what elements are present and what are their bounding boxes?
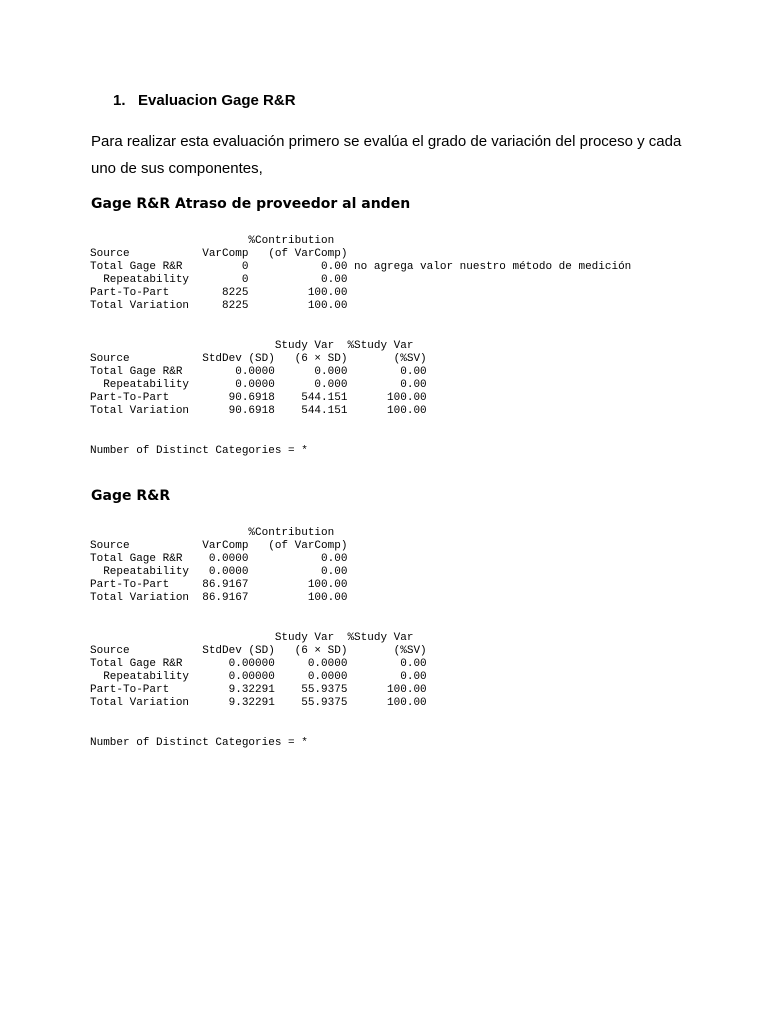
table-line: Total Variation 9.32291 55.9375 100.00 [90,697,427,709]
table-line: Source StdDev (SD) (6 × SD) (%SV) [90,353,427,365]
section1-distinct-categories [90,445,308,458]
intro-line-2: uno de sus componentes, [91,160,263,177]
table-line: Total Gage R&R 0.00000 0.0000 0.00 [90,658,427,670]
table-line: Source VarComp (of VarComp) [90,540,348,552]
intro-paragraph [91,128,691,182]
table-line: Source StdDev (SD) (6 × SD) (%SV) [90,645,427,657]
table-line: Part-To-Part 9.32291 55.9375 100.00 [90,684,427,696]
table-line: Repeatability 0.00000 0.0000 0.00 [90,671,427,683]
table-line: Total Variation 86.9167 100.00 [90,592,348,604]
table-line: Part-To-Part 90.6918 544.151 100.00 [90,392,427,404]
table-line: Repeatability 0.0000 0.000 0.00 [90,379,427,391]
distinct-categories-text: Number of Distinct Categories = * [90,445,308,457]
table-line: Total Variation 90.6918 544.151 100.00 [90,405,427,417]
table-line: Total Variation 8225 100.00 [90,300,348,312]
section1-studyvar-table [90,340,427,418]
distinct-categories-text: Number of Distinct Categories = * [90,737,308,749]
table-line: Total Gage R&R 0.0000 0.00 [90,553,348,565]
table-line: Total Gage R&R 0 0.00 no agrega valor nuestro método de medición [90,261,632,273]
table-line: Source VarComp (of VarComp) [90,248,348,260]
section2-varcomp-table [90,527,347,605]
table-line: Study Var %Study Var [90,340,414,352]
table-line: %Contribution [90,527,335,539]
intro-line-1: Para realizar esta evaluación primero se evalúa el grado de variación del proceso y cada [91,133,682,150]
section2-distinct-categories [90,737,308,750]
table-line: %Contribution [90,235,335,247]
section2-title: Gage R&R [91,488,171,504]
section1-title: Gage R&R Atraso de proveedor al anden [91,196,411,212]
section1-varcomp-table [90,235,631,313]
table-line: Study Var %Study Var [90,632,414,644]
section2-studyvar-table [90,632,427,710]
table-line: Repeatability 0 0.00 [90,274,348,286]
table-line: Repeatability 0.0000 0.00 [90,566,348,578]
section-heading: 1. Evaluacion Gage R&R [113,92,296,109]
table-line: Part-To-Part 8225 100.00 [90,287,348,299]
table-line: Total Gage R&R 0.0000 0.000 0.00 [90,366,427,378]
table-line: Part-To-Part 86.9167 100.00 [90,579,348,591]
